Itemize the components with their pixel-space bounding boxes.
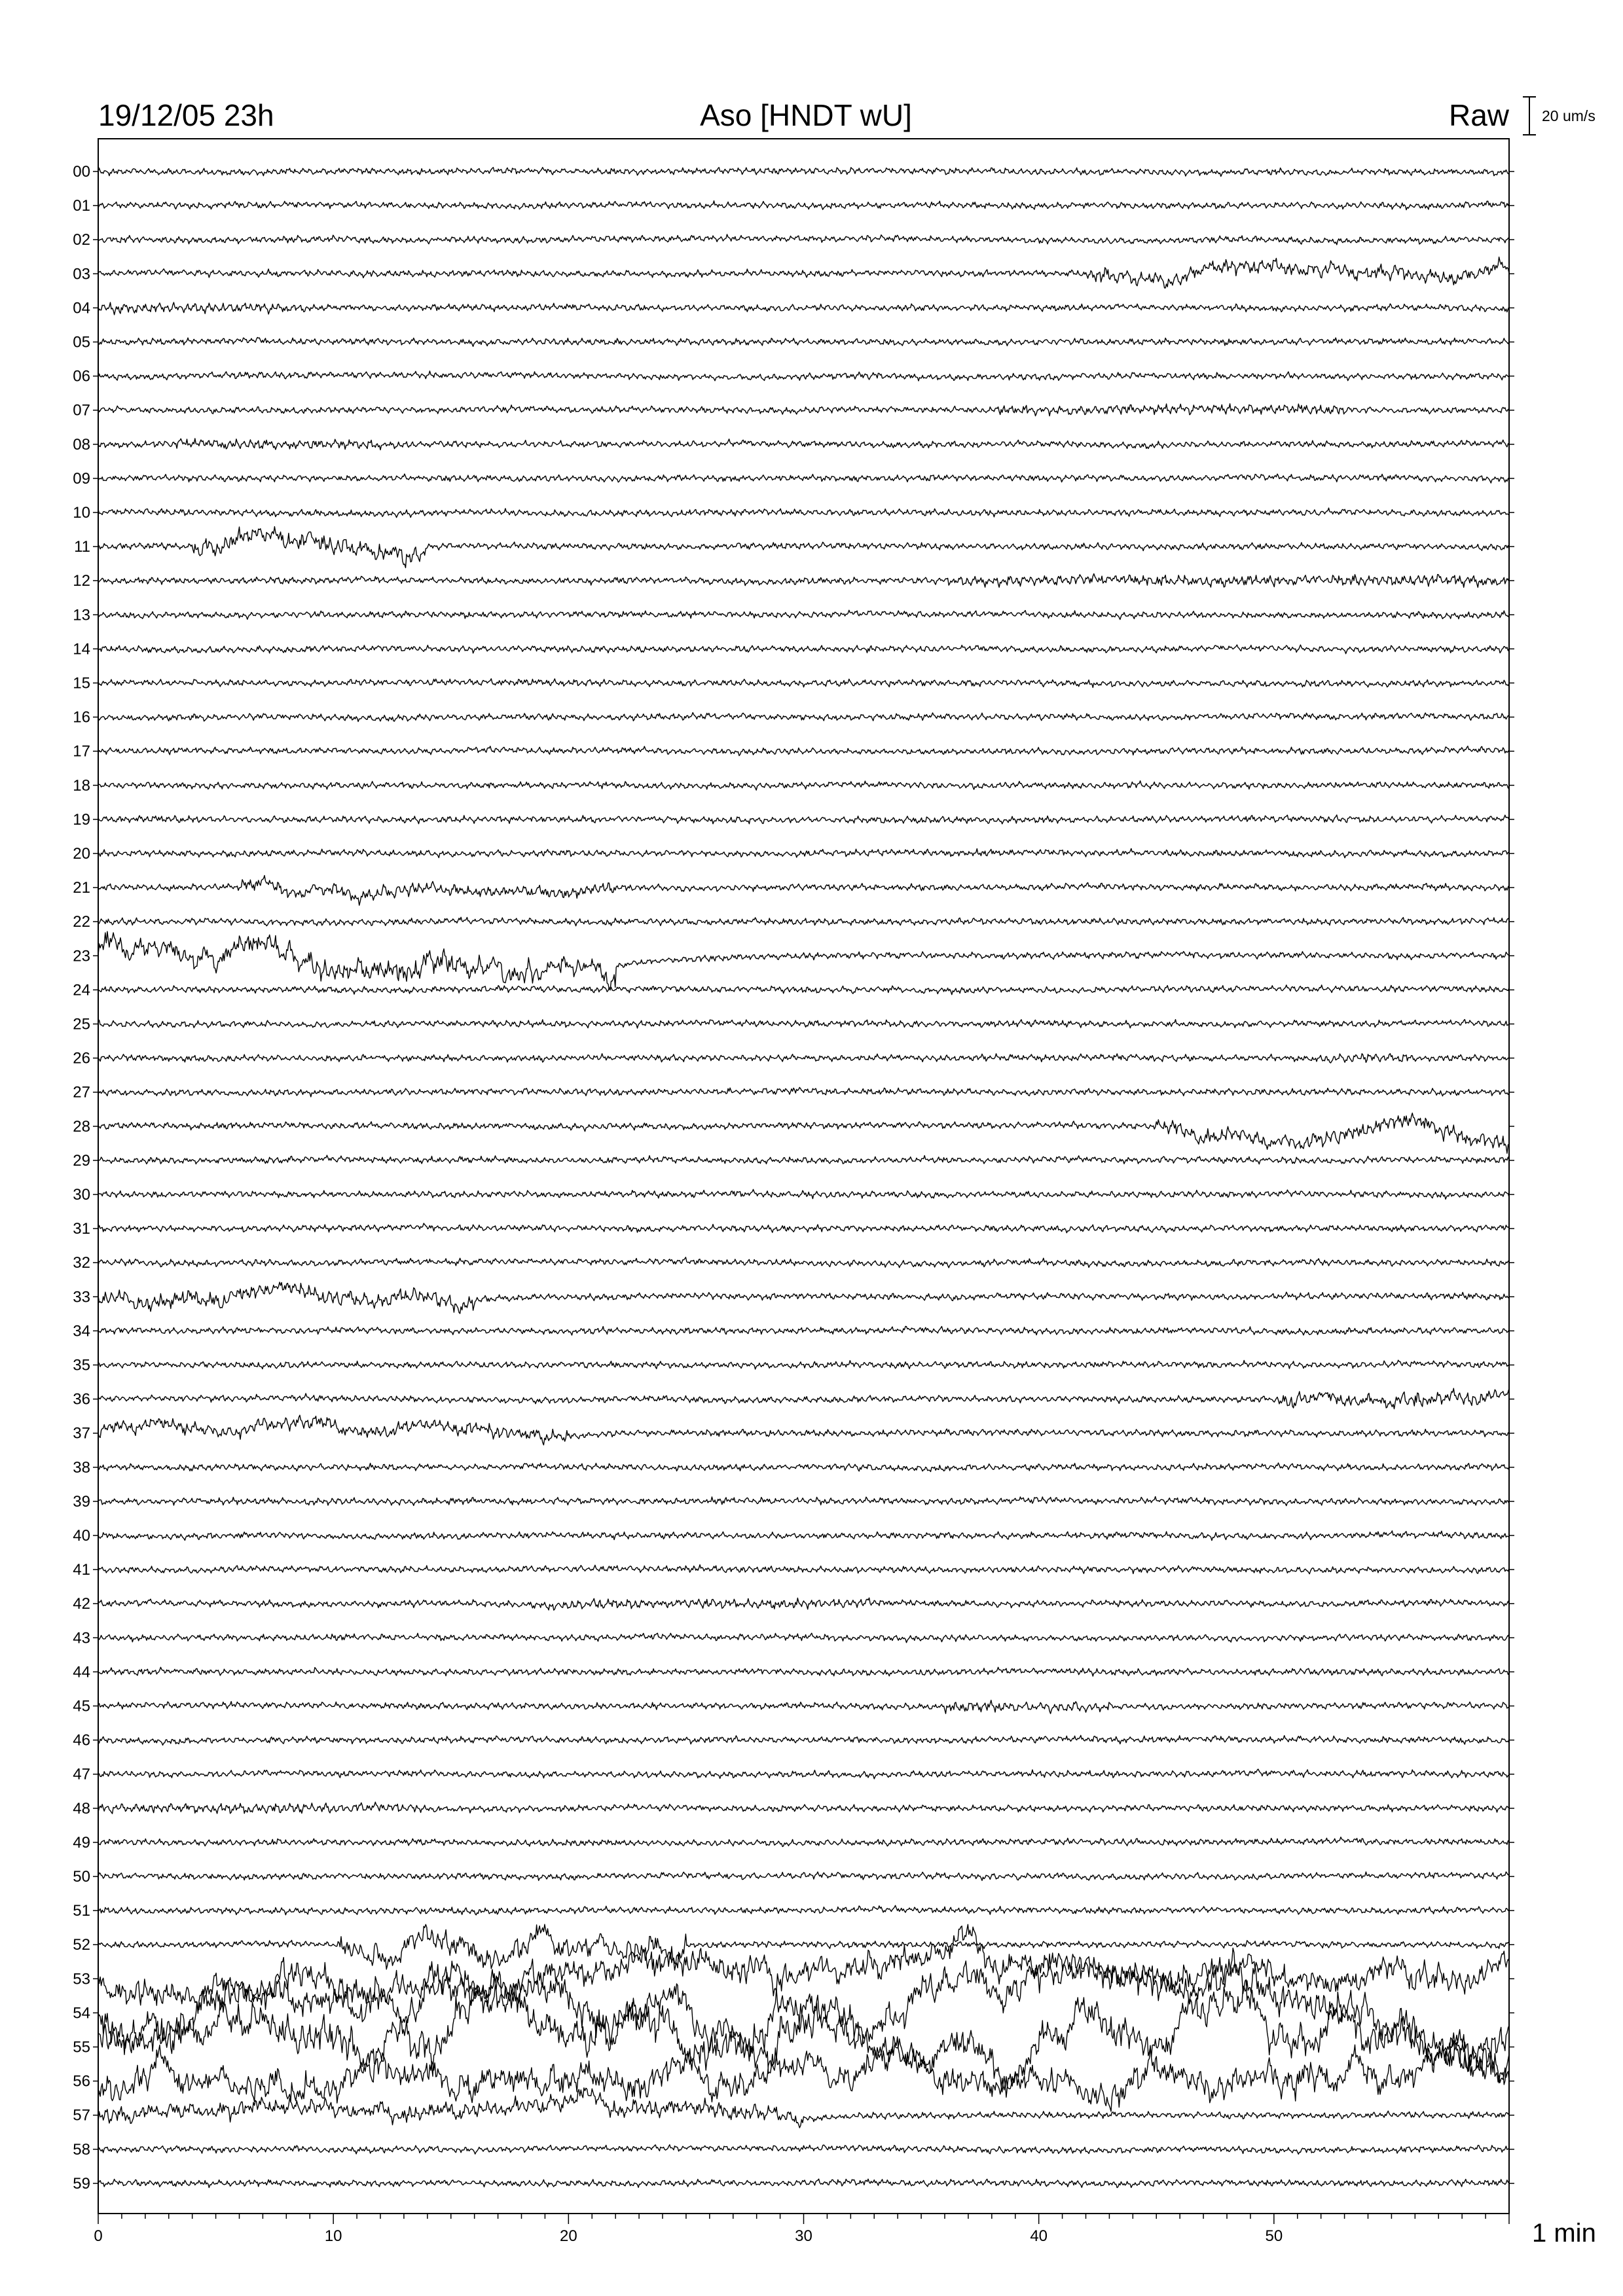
row-label: 34	[73, 1322, 90, 1340]
row-label: 07	[73, 401, 90, 420]
trace-row-23	[98, 931, 1509, 990]
row-label: 02	[73, 231, 90, 249]
trace-row-37	[98, 1415, 1509, 1445]
row-label: 26	[73, 1049, 90, 1067]
row-labels	[73, 163, 1514, 2193]
trace-row-46	[98, 1735, 1509, 1745]
row-label: 06	[73, 367, 90, 386]
trace-row-51	[98, 1905, 1509, 1915]
trace-row-35	[98, 1360, 1509, 1369]
x-axis-unit: 1 min	[1532, 2219, 1596, 2248]
row-label: 40	[73, 1527, 90, 1545]
row-label: 33	[73, 1288, 90, 1306]
row-label: 21	[73, 879, 90, 897]
trace-row-11	[98, 527, 1509, 568]
row-label: 52	[73, 1936, 90, 1954]
mode-label: Raw	[1448, 98, 1509, 132]
trace-row-43	[98, 1633, 1509, 1642]
row-label: 42	[73, 1595, 90, 1613]
row-label: 30	[73, 1186, 90, 1204]
trace-row-19	[98, 815, 1509, 824]
row-label: 57	[73, 2106, 90, 2125]
row-label: 13	[73, 606, 90, 624]
row-label: 14	[73, 640, 90, 658]
row-label: 18	[73, 776, 90, 795]
row-label: 10	[73, 504, 90, 522]
row-label: 28	[73, 1117, 90, 1136]
row-label: 53	[73, 1970, 90, 1988]
row-label: 03	[73, 265, 90, 283]
trace-row-49	[98, 1837, 1509, 1847]
trace-row-00	[98, 168, 1509, 177]
row-label: 01	[73, 197, 90, 215]
row-label: 09	[73, 469, 90, 488]
trace-row-48	[98, 1802, 1509, 1814]
row-label: 08	[73, 435, 90, 454]
row-label: 38	[73, 1458, 90, 1477]
trace-row-34	[98, 1327, 1509, 1336]
row-label: 19	[73, 810, 90, 829]
trace-row-58	[98, 2145, 1509, 2155]
trace-row-41	[98, 1565, 1509, 1574]
x-axis	[94, 2214, 1509, 2245]
trace-row-47	[98, 1769, 1509, 1779]
trace-row-02	[98, 234, 1509, 245]
row-label: 51	[73, 1902, 90, 1920]
trace-row-39	[98, 1497, 1509, 1506]
datetime-label: 19/12/05 23h	[98, 98, 274, 132]
trace-row-10	[98, 508, 1509, 518]
x-tick-label: 10	[324, 2227, 342, 2245]
row-label: 54	[73, 2004, 90, 2022]
row-label: 59	[73, 2174, 90, 2193]
trace-row-08	[98, 439, 1509, 450]
row-label: 25	[73, 1015, 90, 1033]
row-label: 35	[73, 1356, 90, 1374]
trace-row-31	[98, 1223, 1509, 1233]
scale-bar	[1523, 97, 1596, 135]
row-label: 22	[73, 913, 90, 931]
row-label: 12	[73, 572, 90, 590]
trace-row-50	[98, 1872, 1509, 1880]
row-label: 48	[73, 1799, 90, 1818]
x-tick-label: 30	[795, 2227, 812, 2245]
row-label: 11	[74, 538, 90, 556]
trace-row-29	[98, 1155, 1509, 1164]
trace-row-21	[98, 876, 1509, 906]
x-tick-label: 20	[559, 2227, 577, 2245]
trace-row-13	[98, 610, 1509, 619]
row-label: 50	[73, 1868, 90, 1886]
trace-row-09	[98, 474, 1509, 483]
trace-row-20	[98, 849, 1509, 858]
row-label: 32	[73, 1254, 90, 1272]
row-label: 15	[73, 674, 90, 692]
trace-row-32	[98, 1257, 1509, 1268]
row-label: 23	[73, 947, 90, 965]
row-label: 29	[73, 1151, 90, 1170]
scale-label: 20 um/s	[1542, 107, 1596, 124]
trace-row-17	[98, 746, 1509, 756]
trace-row-57	[98, 2088, 1509, 2128]
trace-row-56	[98, 2030, 1509, 2111]
row-label: 46	[73, 1731, 90, 1749]
row-label: 41	[73, 1561, 90, 1579]
trace-row-30	[98, 1189, 1509, 1199]
trace-row-45	[98, 1700, 1509, 1714]
trace-row-14	[98, 645, 1509, 654]
trace-row-27	[98, 1087, 1509, 1096]
trace-row-12	[98, 574, 1509, 588]
trace-row-52	[98, 1924, 1509, 1969]
x-tick-label: 40	[1030, 2227, 1048, 2245]
row-label: 31	[73, 1220, 90, 1238]
trace-row-01	[98, 201, 1509, 210]
trace-row-38	[98, 1463, 1509, 1471]
row-label: 55	[73, 2038, 90, 2056]
trace-row-25	[98, 1020, 1509, 1028]
trace-row-03	[98, 257, 1509, 288]
trace-row-36	[98, 1388, 1509, 1408]
trace-row-59	[98, 2179, 1509, 2187]
trace-row-40	[98, 1531, 1509, 1541]
trace-row-07	[98, 404, 1509, 416]
row-label: 37	[73, 1424, 90, 1443]
row-label: 43	[73, 1629, 90, 1647]
trace-row-26	[98, 1054, 1509, 1063]
row-label: 56	[73, 2072, 90, 2090]
trace-row-55	[98, 1969, 1509, 2092]
row-label: 27	[73, 1083, 90, 1102]
row-label: 49	[73, 1833, 90, 1852]
row-label: 04	[73, 299, 90, 317]
trace-row-44	[98, 1667, 1509, 1676]
plot-frame	[98, 139, 1509, 2214]
row-label: 39	[73, 1492, 90, 1511]
row-label: 20	[73, 845, 90, 863]
row-label: 58	[73, 2140, 90, 2159]
row-label: 05	[73, 333, 90, 351]
row-label: 00	[73, 163, 90, 181]
trace-row-06	[98, 371, 1509, 381]
trace-row-18	[98, 781, 1509, 790]
trace-row-16	[98, 713, 1509, 722]
row-label: 17	[73, 742, 90, 761]
row-label: 16	[73, 708, 90, 726]
trace-row-42	[98, 1598, 1509, 1610]
trace-row-54	[98, 1948, 1509, 2072]
row-label: 47	[73, 1765, 90, 1784]
trace-row-15	[98, 679, 1509, 688]
station-title: Aso [HNDT wU]	[700, 98, 912, 132]
trace-row-04	[98, 302, 1509, 315]
row-label: 24	[73, 981, 90, 999]
x-tick-label: 50	[1265, 2227, 1283, 2245]
row-label: 36	[73, 1390, 90, 1408]
trace-row-05	[98, 338, 1509, 347]
x-tick-label: 0	[94, 2227, 103, 2245]
trace-row-22	[98, 917, 1509, 925]
trace-row-24	[98, 985, 1509, 995]
row-label: 45	[73, 1697, 90, 1715]
row-label: 44	[73, 1663, 90, 1681]
traces	[98, 168, 1509, 2188]
trace-row-28	[98, 1113, 1509, 1154]
trace-row-33	[98, 1282, 1509, 1314]
